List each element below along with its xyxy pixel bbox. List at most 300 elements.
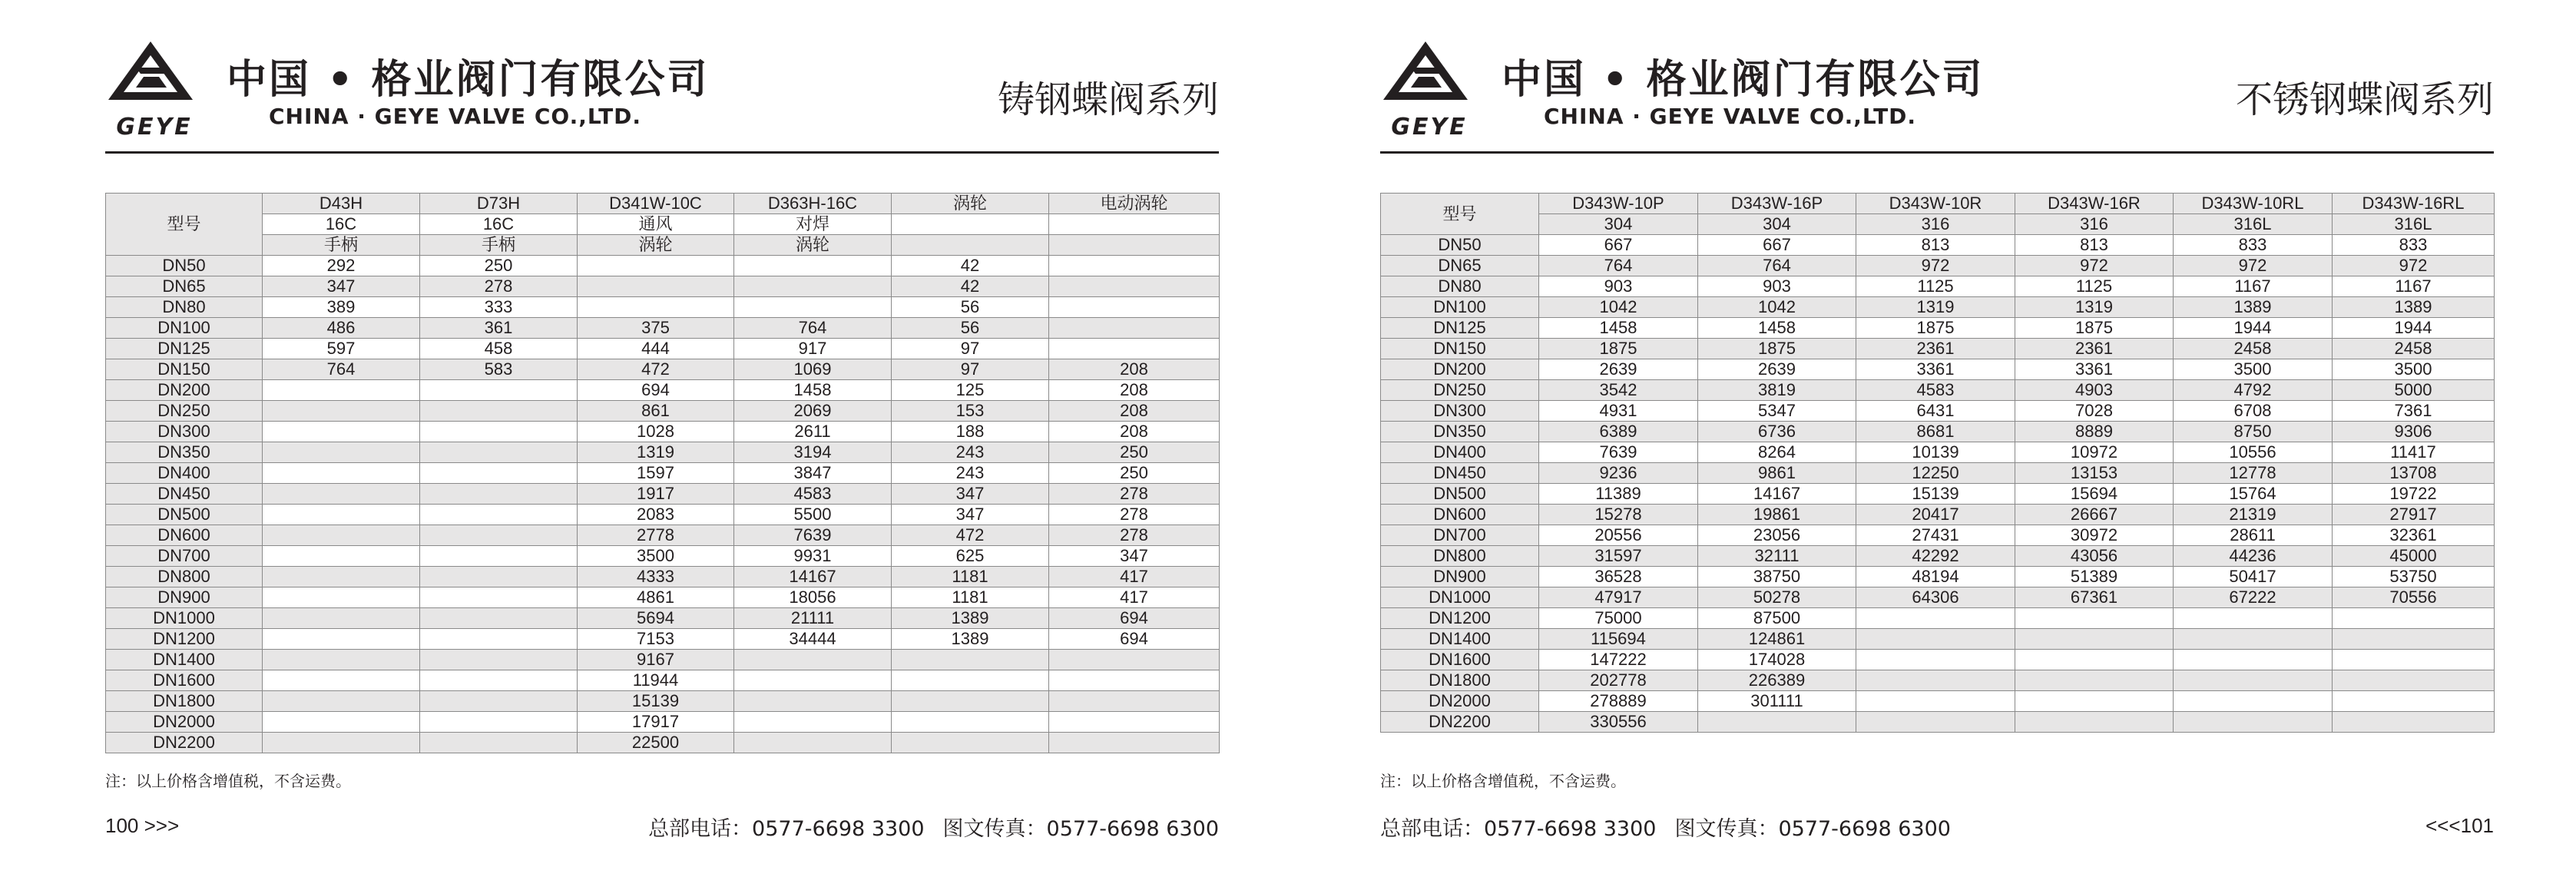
price-cell: 48194 — [1856, 567, 2015, 587]
price-cell: 3361 — [2015, 359, 2174, 380]
price-cell: 694 — [1049, 629, 1220, 650]
price-cell: 278 — [1049, 505, 1220, 525]
price-cell: 64306 — [1856, 587, 2015, 608]
price-cell: 22500 — [578, 733, 734, 753]
price-cell — [1856, 629, 2015, 650]
size-cell: DN65 — [106, 276, 263, 297]
right-page — [1380, 0, 2494, 877]
price-cell — [734, 650, 892, 670]
model-header: 型号 — [106, 194, 263, 256]
price-cell — [2174, 691, 2333, 712]
table-row — [106, 733, 1220, 753]
header-cell: 手柄 — [420, 235, 578, 256]
table-row — [1381, 442, 2495, 463]
price-cell — [263, 567, 420, 587]
price-cell: 347 — [1049, 546, 1220, 567]
table-row — [1381, 505, 2495, 525]
price-cell: 67361 — [2015, 587, 2174, 608]
price-cell — [2333, 691, 2495, 712]
header-cell: 通风 — [578, 214, 734, 235]
size-cell: DN1600 — [1381, 650, 1539, 670]
header-cell: 304 — [1539, 214, 1698, 235]
price-cell: 1597 — [578, 463, 734, 484]
price-cell: 17917 — [578, 712, 734, 733]
header-cell: D343W-10R — [1856, 194, 2015, 214]
header-cell: 电动涡轮 — [1049, 194, 1220, 214]
table-row — [1381, 256, 2495, 276]
price-cell: 2458 — [2174, 339, 2333, 359]
price-cell: 1181 — [892, 587, 1049, 608]
price-cell: 42292 — [1856, 546, 2015, 567]
price-cell — [420, 401, 578, 422]
price-cell — [263, 691, 420, 712]
price-cell: 813 — [1856, 235, 2015, 256]
table-row — [106, 691, 1220, 712]
price-cell: 486 — [263, 318, 420, 339]
price-cell — [2333, 712, 2495, 733]
price-cell: 44236 — [2174, 546, 2333, 567]
price-cell: 361 — [420, 318, 578, 339]
price-cell: 2639 — [1539, 359, 1698, 380]
price-cell — [263, 629, 420, 650]
logo-wordmark: GEYE — [116, 114, 193, 141]
price-cell: 243 — [892, 442, 1049, 463]
price-cell: 5694 — [578, 608, 734, 629]
price-cell: 208 — [1049, 380, 1220, 401]
price-cell: 347 — [892, 484, 1049, 505]
price-cell: 1181 — [892, 567, 1049, 587]
company-name-en: CHINA · GEYE VALVE CO.,LTD. — [1544, 104, 1917, 129]
header-cell: 手柄 — [263, 235, 420, 256]
price-cell — [420, 712, 578, 733]
size-cell: DN350 — [106, 442, 263, 463]
price-cell: 764 — [734, 318, 892, 339]
size-cell: DN450 — [1381, 463, 1539, 484]
price-cell: 3500 — [578, 546, 734, 567]
table-row — [1381, 567, 2495, 587]
table-row — [106, 505, 1220, 525]
price-cell: 67222 — [2174, 587, 2333, 608]
header-cell — [892, 214, 1049, 235]
price-cell: 903 — [1539, 276, 1698, 297]
price-cell: 389 — [263, 297, 420, 318]
table-row — [1381, 484, 2495, 505]
logo-wordmark: GEYE — [1391, 114, 1468, 141]
price-cell: 10972 — [2015, 442, 2174, 463]
price-cell — [2333, 629, 2495, 650]
price-cell: 4333 — [578, 567, 734, 587]
price-cell: 15139 — [578, 691, 734, 712]
price-cell: 21111 — [734, 608, 892, 629]
price-cell: 1389 — [2174, 297, 2333, 318]
price-cell — [734, 733, 892, 753]
price-cell: 7361 — [2333, 401, 2495, 422]
price-cell: 250 — [1049, 463, 1220, 484]
price-cell — [263, 712, 420, 733]
company-name-cn: 中国 • 格业阀门有限公司 — [227, 57, 710, 103]
size-cell: DN1800 — [1381, 670, 1539, 691]
price-cell: 250 — [1049, 442, 1220, 463]
price-cell: 2458 — [2333, 339, 2495, 359]
size-cell: DN800 — [106, 567, 263, 587]
price-cell — [263, 484, 420, 505]
price-cell: 8889 — [2015, 422, 2174, 442]
price-cell: 51389 — [2015, 567, 2174, 587]
table-row — [1381, 712, 2495, 733]
price-cell: 97 — [892, 339, 1049, 359]
price-cell — [1856, 670, 2015, 691]
price-cell: 42 — [892, 256, 1049, 276]
table-row — [106, 567, 1220, 587]
size-cell: DN1400 — [1381, 629, 1539, 650]
price-cell: 38750 — [1698, 567, 1856, 587]
price-cell — [578, 256, 734, 276]
price-cell: 1319 — [2015, 297, 2174, 318]
price-cell: 301111 — [1698, 691, 1856, 712]
price-cell: 833 — [2333, 235, 2495, 256]
header-cell: D43H — [263, 194, 420, 214]
price-cell: 13708 — [2333, 463, 2495, 484]
price-cell: 26667 — [2015, 505, 2174, 525]
price-cell: 250 — [420, 256, 578, 276]
header-cell: 涡轮 — [734, 235, 892, 256]
size-cell: DN2000 — [106, 712, 263, 733]
price-cell — [1049, 297, 1220, 318]
price-cell: 202778 — [1539, 670, 1698, 691]
table-row — [106, 422, 1220, 442]
table-row — [1381, 525, 2495, 546]
table-row — [1381, 650, 2495, 670]
price-cell — [734, 712, 892, 733]
price-cell: 2778 — [578, 525, 734, 546]
price-cell: 1389 — [2333, 297, 2495, 318]
price-cell: 208 — [1049, 359, 1220, 380]
table-row — [106, 670, 1220, 691]
price-cell: 4583 — [1856, 380, 2015, 401]
price-cell: 9236 — [1539, 463, 1698, 484]
price-cell: 1458 — [734, 380, 892, 401]
price-cell: 12778 — [2174, 463, 2333, 484]
price-cell: 6431 — [1856, 401, 2015, 422]
table-row — [106, 256, 1220, 276]
header-cell: 对焊 — [734, 214, 892, 235]
header-cell: 涡轮 — [892, 194, 1049, 214]
price-cell — [2015, 608, 2174, 629]
price-cell — [1698, 712, 1856, 733]
price-cell: 1944 — [2174, 318, 2333, 339]
price-cell: 6389 — [1539, 422, 1698, 442]
header-cell — [1049, 214, 1220, 235]
price-cell — [263, 546, 420, 567]
price-cell — [263, 670, 420, 691]
left-page — [105, 0, 1219, 877]
price-cell — [2174, 712, 2333, 733]
price-cell: 19722 — [2333, 484, 2495, 505]
price-cell: 1389 — [892, 608, 1049, 629]
price-cell: 11389 — [1539, 484, 1698, 505]
size-cell: DN300 — [1381, 401, 1539, 422]
price-cell: 278889 — [1539, 691, 1698, 712]
price-cell: 7153 — [578, 629, 734, 650]
table-row — [1381, 380, 2495, 401]
header-cell: D343W-10P — [1539, 194, 1698, 214]
price-cell — [2174, 608, 2333, 629]
table-row — [1381, 691, 2495, 712]
price-cell — [1856, 650, 2015, 670]
table-row — [106, 463, 1220, 484]
price-cell: 1875 — [1856, 318, 2015, 339]
price-cell: 2361 — [2015, 339, 2174, 359]
header-cell: 16C — [263, 214, 420, 235]
price-cell — [2333, 670, 2495, 691]
table-row — [1381, 546, 2495, 567]
price-cell: 87500 — [1698, 608, 1856, 629]
page-number: 100 >>> — [105, 814, 180, 837]
price-cell: 56 — [892, 297, 1049, 318]
table-row — [1381, 276, 2495, 297]
triangle-logo-icon — [105, 40, 196, 94]
price-cell: 292 — [263, 256, 420, 276]
size-cell: DN1000 — [1381, 587, 1539, 608]
phone-number: 总部电话：0577-6698 3300 — [648, 817, 925, 841]
price-cell — [578, 297, 734, 318]
price-cell: 1319 — [578, 442, 734, 463]
price-cell — [1856, 712, 2015, 733]
price-cell: 417 — [1049, 587, 1220, 608]
price-cell — [263, 422, 420, 442]
size-cell: DN250 — [1381, 380, 1539, 401]
size-cell: DN700 — [1381, 525, 1539, 546]
price-cell: 15278 — [1539, 505, 1698, 525]
price-cell — [1049, 733, 1220, 753]
price-cell — [2174, 629, 2333, 650]
price-cell — [1856, 691, 2015, 712]
price-cell — [892, 670, 1049, 691]
price-cell: 813 — [2015, 235, 2174, 256]
price-cell: 1458 — [1539, 318, 1698, 339]
size-cell: DN2200 — [106, 733, 263, 753]
price-cell: 1125 — [1856, 276, 2015, 297]
price-cell: 694 — [578, 380, 734, 401]
price-cell: 278 — [420, 276, 578, 297]
price-cell — [420, 484, 578, 505]
price-cell — [1049, 256, 1220, 276]
price-cell — [1049, 712, 1220, 733]
price-cell: 14167 — [734, 567, 892, 587]
price-cell — [2015, 691, 2174, 712]
table-row — [1381, 608, 2495, 629]
price-cell: 597 — [263, 339, 420, 359]
table-row — [106, 339, 1220, 359]
price-cell — [420, 670, 578, 691]
contact-info — [648, 812, 1219, 842]
price-cell: 53750 — [2333, 567, 2495, 587]
header-cell: 316L — [2174, 214, 2333, 235]
price-cell — [263, 733, 420, 753]
price-cell: 32111 — [1698, 546, 1856, 567]
table-row — [106, 525, 1220, 546]
price-cell: 861 — [578, 401, 734, 422]
size-cell: DN50 — [1381, 235, 1539, 256]
price-cell: 45000 — [2333, 546, 2495, 567]
price-cell: 2611 — [734, 422, 892, 442]
size-cell: DN65 — [1381, 256, 1539, 276]
price-cell: 124861 — [1698, 629, 1856, 650]
price-cell: 125 — [892, 380, 1049, 401]
price-cell: 97 — [892, 359, 1049, 380]
size-cell: DN125 — [106, 339, 263, 359]
header-cell: D343W-16P — [1698, 194, 1856, 214]
price-cell: 1042 — [1539, 297, 1698, 318]
size-cell: DN2000 — [1381, 691, 1539, 712]
price-cell — [420, 587, 578, 608]
price-cell: 28611 — [2174, 525, 2333, 546]
price-cell: 42 — [892, 276, 1049, 297]
price-cell — [2015, 670, 2174, 691]
table-row — [106, 442, 1220, 463]
fax-number: 图文传真：0577-6698 6300 — [942, 817, 1219, 841]
size-cell: DN900 — [106, 587, 263, 608]
price-cell: 70556 — [2333, 587, 2495, 608]
price-cell: 472 — [578, 359, 734, 380]
table-row — [1381, 422, 2495, 442]
size-cell: DN600 — [106, 525, 263, 546]
price-cell — [1049, 650, 1220, 670]
model-header: 型号 — [1381, 194, 1539, 235]
price-cell — [263, 650, 420, 670]
price-cell: 375 — [578, 318, 734, 339]
price-cell: 32361 — [2333, 525, 2495, 546]
table-row — [1381, 339, 2495, 359]
size-cell: DN150 — [106, 359, 263, 380]
price-cell: 7639 — [1539, 442, 1698, 463]
size-cell: DN1800 — [106, 691, 263, 712]
price-cell: 1319 — [1856, 297, 2015, 318]
price-cell — [1049, 339, 1220, 359]
price-cell: 188 — [892, 422, 1049, 442]
size-cell: DN100 — [106, 318, 263, 339]
price-cell — [1049, 318, 1220, 339]
size-cell: DN350 — [1381, 422, 1539, 442]
size-cell: DN1200 — [1381, 608, 1539, 629]
price-note: 注：以上价格含增值税，不含运费。 — [105, 772, 351, 790]
table-row — [1381, 401, 2495, 422]
table-row — [106, 318, 1220, 339]
price-cell — [420, 422, 578, 442]
price-cell: 208 — [1049, 422, 1220, 442]
price-cell: 972 — [2015, 256, 2174, 276]
header-cell: D363H-16C — [734, 194, 892, 214]
price-cell: 1167 — [2174, 276, 2333, 297]
price-cell: 3847 — [734, 463, 892, 484]
price-cell: 7028 — [2015, 401, 2174, 422]
table-row — [1381, 587, 2495, 608]
price-cell — [263, 380, 420, 401]
price-cell: 15139 — [1856, 484, 2015, 505]
header-row-model — [106, 194, 1220, 214]
price-cell: 56 — [892, 318, 1049, 339]
header-cell: 316 — [1856, 214, 2015, 235]
price-cell: 31597 — [1539, 546, 1698, 567]
price-cell — [420, 442, 578, 463]
price-cell — [420, 567, 578, 587]
price-cell — [1856, 608, 2015, 629]
size-cell: DN80 — [106, 297, 263, 318]
price-cell: 1875 — [2015, 318, 2174, 339]
price-cell — [2174, 650, 2333, 670]
price-cell: 417 — [1049, 567, 1220, 587]
price-cell: 2361 — [1856, 339, 2015, 359]
header-cell: 316L — [2333, 214, 2495, 235]
price-cell — [892, 691, 1049, 712]
size-cell: DN700 — [106, 546, 263, 567]
price-cell — [734, 256, 892, 276]
size-cell: DN300 — [106, 422, 263, 442]
price-cell: 8264 — [1698, 442, 1856, 463]
triangle-logo-icon — [1380, 40, 1471, 94]
price-cell: 764 — [1539, 256, 1698, 276]
price-cell: 1125 — [2015, 276, 2174, 297]
price-cell: 6708 — [2174, 401, 2333, 422]
price-cell: 21319 — [2174, 505, 2333, 525]
price-cell: 27917 — [2333, 505, 2495, 525]
price-cell — [263, 442, 420, 463]
price-cell — [420, 608, 578, 629]
price-cell: 1458 — [1698, 318, 1856, 339]
size-cell: DN150 — [1381, 339, 1539, 359]
price-cell: 583 — [420, 359, 578, 380]
price-cell: 15694 — [2015, 484, 2174, 505]
price-cell — [420, 463, 578, 484]
price-note: 注：以上价格含增值税，不含运费。 — [1380, 772, 1626, 790]
price-cell: 972 — [2333, 256, 2495, 276]
size-cell: DN1600 — [106, 670, 263, 691]
price-cell: 226389 — [1698, 670, 1856, 691]
table-row — [106, 380, 1220, 401]
size-cell: DN50 — [106, 256, 263, 276]
table-row — [1381, 629, 2495, 650]
fax-number: 图文传真：0577-6698 6300 — [1674, 817, 1951, 841]
price-cell: 14167 — [1698, 484, 1856, 505]
price-cell — [1049, 691, 1220, 712]
header-cell: 316 — [2015, 214, 2174, 235]
price-cell: 1875 — [1698, 339, 1856, 359]
price-cell: 20556 — [1539, 525, 1698, 546]
price-cell: 8681 — [1856, 422, 2015, 442]
table-row — [106, 276, 1220, 297]
price-cell — [734, 691, 892, 712]
header-divider — [105, 151, 1219, 154]
table-row — [106, 401, 1220, 422]
price-cell: 27431 — [1856, 525, 2015, 546]
price-cell: 47917 — [1539, 587, 1698, 608]
price-cell: 208 — [1049, 401, 1220, 422]
price-cell — [263, 587, 420, 608]
price-cell: 75000 — [1539, 608, 1698, 629]
table-row — [106, 546, 1220, 567]
price-cell: 4792 — [2174, 380, 2333, 401]
price-cell: 30972 — [2015, 525, 2174, 546]
series-title: 不锈钢蝶阀系列 — [2235, 78, 2494, 121]
price-cell: 43056 — [2015, 546, 2174, 567]
price-cell — [2015, 650, 2174, 670]
price-cell: 9167 — [578, 650, 734, 670]
size-cell: DN600 — [1381, 505, 1539, 525]
size-cell: DN900 — [1381, 567, 1539, 587]
price-cell: 764 — [1698, 256, 1856, 276]
price-cell — [892, 650, 1049, 670]
price-cell: 917 — [734, 339, 892, 359]
